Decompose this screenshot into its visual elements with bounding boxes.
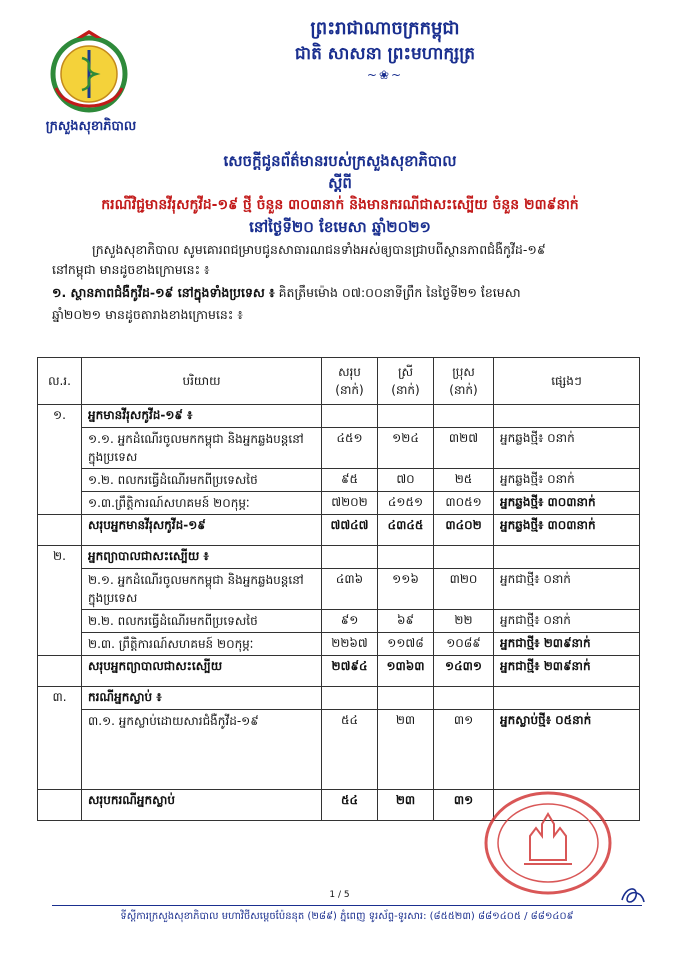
intro-line-2: នៅកម្ពុជា មានដូចខាងក្រោមនេះ ៖	[52, 262, 210, 277]
table-header-row	[38, 358, 640, 405]
row-other: អ្នកស្លាប់ថ្មី៖ ០៥នាក់	[494, 710, 640, 790]
table-row	[38, 710, 640, 790]
row-total: ២២៦៧	[322, 633, 378, 656]
total-male: ៣៤០២	[434, 515, 494, 546]
header-no: ល.រ.	[38, 358, 82, 405]
page-number: 1 / 5	[329, 890, 350, 900]
header-other: ផ្សេងៗ	[494, 358, 640, 405]
total-female: ២៣	[378, 790, 434, 821]
total-description: សរុបអ្នកព្យាបាលជាសះស្បើយ	[82, 656, 322, 687]
row-description: ២.៣. ព្រឹត្តិការណ៍សហគមន៍ ២០កុម្ភៈ	[82, 633, 322, 656]
group-number: ១.	[38, 405, 82, 515]
row-description: ៣.១. អ្នកស្លាប់ដោយសារជំងឺកូវីដ-១៩	[82, 710, 322, 790]
row-other: អ្នកឆ្លងថ្មី៖ ០នាក់	[494, 469, 640, 492]
row-other: អ្នកឆ្លងថ្មី៖ ០នាក់	[494, 428, 640, 469]
table-row	[38, 569, 640, 610]
row-description: ២.១. អ្នកដំណើរចូលមកកម្ពុជា និងអ្នកឆ្លងបន្តនៅក្នុងប្រទេស	[82, 569, 322, 610]
row-total: ៩១	[322, 610, 378, 633]
national-header	[230, 16, 540, 84]
title-line-2: ស្តីពី	[328, 174, 352, 192]
row-male: ៣០៥១	[434, 492, 494, 515]
group-title: អ្នកព្យាបាលជាសះស្បើយ ៖	[82, 546, 322, 569]
total-total: ៥៤	[322, 790, 378, 821]
total-male: ១៤៣១	[434, 656, 494, 687]
total-description: សរុបអ្នកមានវីរុសកូវីដ-១៩	[82, 515, 322, 546]
total-male: ៣១	[434, 790, 494, 821]
row-total: ៩៥	[322, 469, 378, 492]
section-1-text: គិតត្រឹមម៉ោង ០៧:០០នាទីព្រឹក នៃថ្ងៃទី២១ ខែមេសា	[274, 285, 521, 300]
header-female: ស្រី (នាក់)	[378, 358, 434, 405]
total-total: ២៧៩៤	[322, 656, 378, 687]
row-male: ២៥	[434, 469, 494, 492]
title-line-1: សេចក្តីជូនព័ត៌មានរបស់ក្រសួងសុខាភិបាល	[223, 152, 457, 170]
group-title: ករណីអ្នកស្លាប់ ៖	[82, 687, 322, 710]
table-row	[38, 610, 640, 633]
table-row	[38, 469, 640, 492]
table-total-row	[38, 515, 640, 546]
ministry-logo	[46, 28, 132, 120]
row-total: ៧២០២	[322, 492, 378, 515]
intro-paragraph	[52, 240, 644, 280]
document-title	[40, 150, 640, 238]
row-female: ១១៧៨	[378, 633, 434, 656]
row-description: ១.១. អ្នកដំណើរចូលមកកម្ពុជា និងអ្នកឆ្លងបន្តនៅក្នុងប្រទេស	[82, 428, 322, 469]
table-row	[38, 633, 640, 656]
table-row	[38, 428, 640, 469]
total-female: ៤៣៤៥	[378, 515, 434, 546]
header-ornament: ~❀~	[366, 68, 404, 82]
header-description: បរិយាយ	[82, 358, 322, 405]
row-description: ១.៣.ព្រឹត្តិការណ៍សហគមន៍ ២០កុម្ភៈ	[82, 492, 322, 515]
title-line-3: ករណីវិជ្ជមានវីរុសកូវីដ-១៩ ថ្មី ចំនួន ៣០៣នាក់ និងមានករណីជាសះស្បើយ ចំនួន ២៣៩នាក់	[101, 197, 579, 213]
row-female: ១១៦	[378, 569, 434, 610]
row-total: ៤៥១	[322, 428, 378, 469]
header-male: ប្រុស (នាក់)	[434, 358, 494, 405]
total-female: ១៣៦៣	[378, 656, 434, 687]
row-total: ៥៤	[322, 710, 378, 790]
table-row	[38, 492, 640, 515]
title-line-4: នៅថ្ងៃទី២០ ខែមេសា ឆ្នាំ២០២១	[249, 218, 431, 236]
row-female: ៤១៥១	[378, 492, 434, 515]
kingdom-title: ព្រះរាជាណាចក្រកម្ពុជា	[310, 18, 460, 39]
table-row	[38, 405, 640, 428]
covid-statistics-table	[37, 357, 640, 821]
footer-address: ទីស្តីការក្រសួងសុខាភិបាល មហាវិថីសម្តេចប៉ែននុត (២៨៩) ភ្នំពេញ ទូរស័ព្ទ-ទូរសារ: (៨៥៥២៣) ៨៨១៤០៥ / ៨៨១៤០៩	[120, 911, 574, 922]
row-female: ៦៩	[378, 610, 434, 633]
official-seal-stamp	[478, 788, 618, 898]
section-1	[52, 282, 644, 326]
total-other: អ្នកជាថ្មី៖ ២៣៩នាក់	[494, 656, 640, 687]
header-total: សរុប (នាក់)	[322, 358, 378, 405]
table-row	[38, 546, 640, 569]
row-male: ១០៨៩	[434, 633, 494, 656]
total-description: សរុបករណីអ្នកស្លាប់	[82, 790, 322, 821]
group-number: ៣.	[38, 687, 82, 790]
group-title: អ្នកមានវីរុសកូវីដ-១៩ ៖	[82, 405, 322, 428]
section-1-heading: ១. ស្ថានភាពជំងឺកូវីដ-១៩ នៅក្នុងទាំងប្រទេស ៖	[52, 285, 275, 300]
table-total-row	[38, 656, 640, 687]
row-description: ១.២. ពលករធ្វើដំណើរមកពីប្រទេសថៃ	[82, 469, 322, 492]
intro-line-1: ក្រសួងសុខាភិបាល សូមគោរពជម្រាបជូនសាធារណជនទាំងអស់ឲ្យបានជ្រាបពីស្ថានភាពជំងឺកូវីដ-១៩	[92, 242, 546, 257]
ministry-name: ក្រសួងសុខាភិបាល	[45, 119, 137, 134]
footer-divider	[52, 905, 642, 906]
group-number: ២.	[38, 546, 82, 656]
total-other: អ្នកឆ្លងថ្មី៖ ៣០៣នាក់	[494, 515, 640, 546]
row-female: ២៣	[378, 710, 434, 790]
row-description: ២.២. ពលករធ្វើដំណើរមកពីប្រទេសថៃ	[82, 610, 322, 633]
row-other: អ្នកជាថ្មី៖ ០នាក់	[494, 569, 640, 610]
row-male: ៣២៧	[434, 428, 494, 469]
table-row	[38, 687, 640, 710]
row-female: ៧០	[378, 469, 434, 492]
national-motto: ជាតិ សាសនា ព្រះមហាក្សត្រ	[294, 44, 476, 64]
row-other: អ្នកជាថ្មី៖ ០នាក់	[494, 610, 640, 633]
row-male: ២២	[434, 610, 494, 633]
total-total: ៧៧៤៧	[322, 515, 378, 546]
section-1-line-2: ឆ្នាំ២០២១ មានដូចតារាងខាងក្រោមនេះ ៖	[52, 307, 243, 322]
row-male: ៣១	[434, 710, 494, 790]
row-other: អ្នកជាថ្មី៖ ២៣៩នាក់	[494, 633, 640, 656]
row-female: ១២៤	[378, 428, 434, 469]
row-other: អ្នកឆ្លងថ្មី៖ ៣០៣នាក់	[494, 492, 640, 515]
row-total: ៤៣៦	[322, 569, 378, 610]
row-male: ៣២០	[434, 569, 494, 610]
